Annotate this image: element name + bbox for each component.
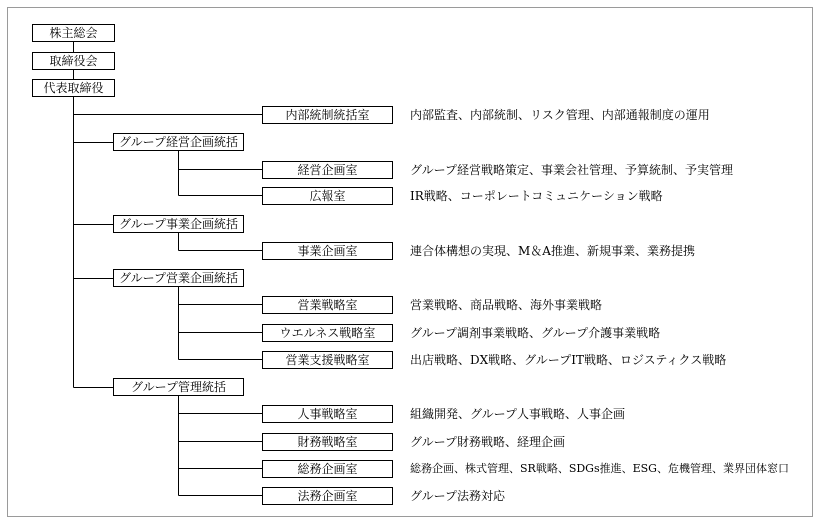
group-administration-box: グループ管理統括: [113, 378, 244, 396]
general-affairs-planning-office-box: 総務企画室: [262, 460, 393, 478]
shareholders-meeting-box: 株主総会: [32, 24, 115, 42]
hr-strategy-office-desc: 組織開発、グループ人事戦略、人事企画: [410, 407, 626, 421]
pr-office-box: 広報室: [262, 187, 393, 205]
legal-planning-office-box: 法務企画室: [262, 487, 393, 505]
hr-strategy-office-box: 人事戦略室: [262, 405, 393, 423]
board-of-directors-box: 取締役会: [32, 52, 115, 70]
legal-planning-office-desc: グループ法務対応: [410, 489, 506, 503]
pr-office-desc: IR戦略、コーポレートコミュニケーション戦略: [410, 189, 663, 203]
group-management-planning-box: グループ経営企画統括: [113, 133, 244, 151]
wellness-strategy-office-box: ウエルネス戦略室: [262, 324, 393, 342]
sales-strategy-office-desc: 営業戦略、商品戦略、海外事業戦略: [410, 298, 603, 312]
internal-control-office-box: 内部統制統括室: [262, 106, 393, 124]
wellness-strategy-office-desc: グループ調剤事業戦略、グループ介護事業戦略: [410, 326, 661, 340]
group-business-planning-box: グループ事業企画統括: [113, 215, 244, 233]
general-affairs-planning-office-desc: 総務企画、株式管理、SR戦略、SDGs推進、ESG、危機管理、業界団体窓口: [410, 462, 789, 475]
sales-strategy-office-box: 営業戦略室: [262, 296, 393, 314]
finance-strategy-office-desc: グループ財務戦略、経理企画: [410, 435, 566, 449]
management-planning-office-desc: グループ経営戦略策定、事業会社管理、予算統制、予実管理: [410, 163, 734, 177]
group-sales-planning-box: グループ営業企画統括: [113, 269, 244, 287]
representative-director-box: 代表取締役: [32, 79, 115, 97]
internal-control-office-desc: 内部監査、内部統制、リスク管理、内部通報制度の運用: [410, 108, 710, 122]
management-planning-office-box: 経営企画室: [262, 161, 393, 179]
business-planning-office-box: 事業企画室: [262, 242, 393, 260]
business-planning-office-desc: 連合体構想の実現、M＆A推進、新規事業、業務提携: [410, 244, 695, 258]
finance-strategy-office-box: 財務戦略室: [262, 433, 393, 451]
sales-support-strategy-office-box: 営業支援戦略室: [262, 351, 393, 369]
sales-support-strategy-office-desc: 出店戦略、DX戦略、グループIT戦略、ロジスティクス戦略: [410, 353, 727, 367]
